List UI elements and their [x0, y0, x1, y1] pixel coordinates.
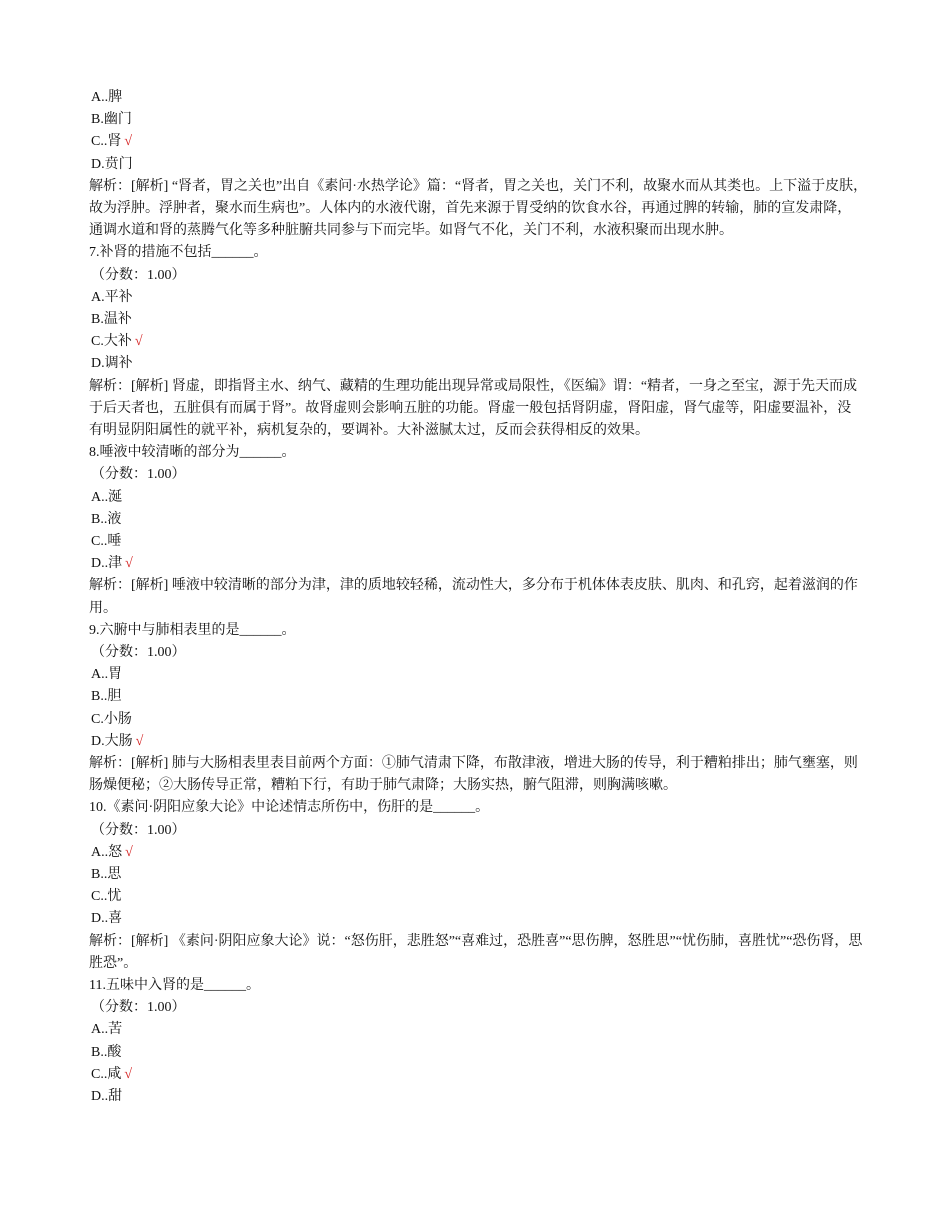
question-stem [89, 620, 296, 642]
analysis-line-text: 于后天者也，五脏俱有而属于肾”。故肾虚则会影响五脏的功能。肾虚一般包括肾阴虚，肾阳虚，肾气虚等，阳虚要温补，没 [89, 400, 852, 416]
question-stem [89, 797, 489, 819]
option-item-text: B..胆 [91, 689, 122, 705]
option-item-text: B..液 [91, 511, 122, 527]
analysis-line-text: 用。 [89, 600, 117, 616]
option-item-text: D.大肠 [91, 733, 133, 749]
analysis-line-text: 肠燥便秘；②大肠传导正常，糟粕下行，有助于肺气肃降；大肠实热，腑气阻滞，则胸满咳嗽。 [89, 778, 677, 794]
analysis-line [89, 376, 857, 398]
question-stem [89, 242, 268, 264]
correct-check-icon: √ [124, 134, 133, 150]
option-item-text: B..思 [91, 867, 122, 882]
option-item-text: A..涎 [91, 489, 123, 505]
option-item-text: A.平补 [91, 289, 133, 305]
question-score [91, 464, 186, 486]
option-item-text: A..胃 [91, 667, 123, 683]
option-item [91, 1042, 121, 1064]
question-score-text: （分数：1.00） [91, 645, 186, 660]
option-item [91, 664, 122, 686]
analysis-line [89, 176, 867, 198]
analysis-line-text: 通调水道和肾的蒸腾气化等多种脏腑共同参与下而完毕。如肾气不化，关门不利，水液积聚而出现水肿。 [89, 223, 733, 239]
option-item [91, 287, 133, 309]
option-item-text: A..脾 [91, 90, 123, 105]
correct-check-icon: √ [125, 556, 133, 572]
option-item [91, 1086, 122, 1108]
option-item [91, 908, 122, 930]
option-item-text: C..咸 [91, 1066, 122, 1082]
analysis-line-text: 胜恐”。 [89, 955, 138, 971]
option-item-text: B..酸 [91, 1044, 122, 1060]
question-stem [89, 975, 260, 997]
analysis-line-text: 解析：[解析] 唾液中较清晰的部分为津，津的质地较轻稀，流动性大，多分布于机体体表皮肤、肌肉、和孔窍，起着滋润的作 [89, 578, 858, 594]
option-item-text: D..津 [91, 556, 123, 572]
question-score-text: （分数：1.00） [91, 467, 186, 483]
option-item-text: C.小肠 [91, 711, 132, 727]
analysis-line [89, 931, 862, 953]
analysis-line-text: 解析：[解析] 肺与大肠相表里表目前两个方面：①肺气清肃下降，布散津液，增进大肠的传导，利于糟粕排出；肺气壅塞，则 [89, 756, 858, 771]
option-item-text: D..喜 [91, 911, 123, 927]
option-item [91, 353, 133, 375]
question-score [91, 265, 186, 287]
option-item-text: A..怒 [91, 844, 123, 860]
question-score [91, 642, 186, 664]
option-item [91, 553, 133, 575]
option-item-text: B.幽门 [91, 112, 132, 128]
analysis-line [89, 198, 851, 220]
analysis-line [89, 575, 858, 597]
option-item [91, 1019, 122, 1041]
option-item [91, 131, 132, 153]
option-item-text: D.调补 [91, 356, 133, 372]
option-item [91, 109, 132, 131]
option-item [91, 1064, 132, 1086]
analysis-line-text: 解析：[解析] “肾者，胃之关也”出自《素问·水热学论》篇：“肾者，胃之关也，关门不利，故聚水而从其类也。上下溢于皮肤， [89, 178, 868, 194]
analysis-line [89, 775, 677, 797]
question-score-text: （分数：1.00） [91, 267, 186, 283]
option-item-text: D.贲门 [91, 156, 133, 172]
option-item-text: A..苦 [91, 1022, 123, 1038]
question-score [91, 820, 186, 842]
question-stem-text: 11.五味中入肾的是______。 [89, 978, 260, 993]
option-item [91, 154, 133, 176]
analysis-line [89, 598, 117, 620]
correct-check-icon: √ [134, 334, 143, 350]
option-item-text: C..唾 [91, 534, 122, 549]
analysis-line [89, 398, 851, 420]
option-item [91, 87, 122, 109]
option-item [91, 842, 133, 864]
question-score-text: （分数：1.00） [91, 822, 186, 838]
option-item [91, 886, 121, 908]
analysis-line-text: 有明显阴阳属性的就平补，病机复杂的，要调补。大补滋腻太过，反而会获得相反的效果。 [89, 423, 649, 438]
option-item [91, 531, 121, 553]
correct-check-icon: √ [124, 1066, 133, 1082]
analysis-line-text: 故为浮肿。浮肿者，聚水而生病也”。人体内的水液代谢，首先来源于胃受纳的饮食水谷，再通过脾的转输，肺的宣发肃降， [89, 201, 852, 216]
option-item-text: C.大补 [91, 334, 132, 350]
question-stem-text: 9.六腑中与肺相表里的是______。 [89, 622, 296, 638]
analysis-line [89, 753, 858, 775]
question-stem-text: 10.《素问·阴阳应象大论》中论述情志所伤中，伤肝的是______。 [89, 800, 490, 816]
option-item [91, 709, 132, 731]
question-score [91, 997, 186, 1019]
option-item [91, 331, 143, 353]
option-item [91, 864, 121, 886]
option-item [91, 487, 122, 509]
analysis-line-text: 解析：[解析] 《素问·阴阳应象大论》说：“怒伤肝，悲胜怒”“喜难过，恐胜喜”“思伤脾，怒胜思”“忧伤肺，喜胜忧”“恐伤肾，思 [89, 933, 863, 949]
option-item-text: D..甜 [91, 1089, 123, 1104]
option-item [91, 686, 121, 708]
question-stem-text: 7.补肾的措施不包括______。 [89, 245, 268, 261]
question-score-text: （分数：1.00） [91, 1000, 186, 1016]
question-stem [89, 442, 296, 464]
question-stem-text: 8.唾液中较清晰的部分为______。 [89, 445, 296, 461]
option-item-text: B.温补 [91, 312, 132, 327]
option-item-text: C..忧 [91, 889, 122, 905]
analysis-line-text: 解析：[解析] 肾虚，即指肾主水、纳气、藏精的生理功能出现异常或局限性，《医编》谓：“精者，一身之至宝，源于先天而成 [89, 378, 858, 394]
correct-check-icon: √ [125, 844, 133, 860]
correct-check-icon: √ [135, 733, 144, 749]
analysis-line [89, 220, 733, 242]
option-item-text: C..肾 [91, 134, 122, 150]
option-item [91, 731, 143, 753]
option-item [91, 309, 132, 331]
option-item [91, 509, 121, 531]
analysis-line [89, 953, 137, 975]
analysis-line [89, 420, 649, 442]
